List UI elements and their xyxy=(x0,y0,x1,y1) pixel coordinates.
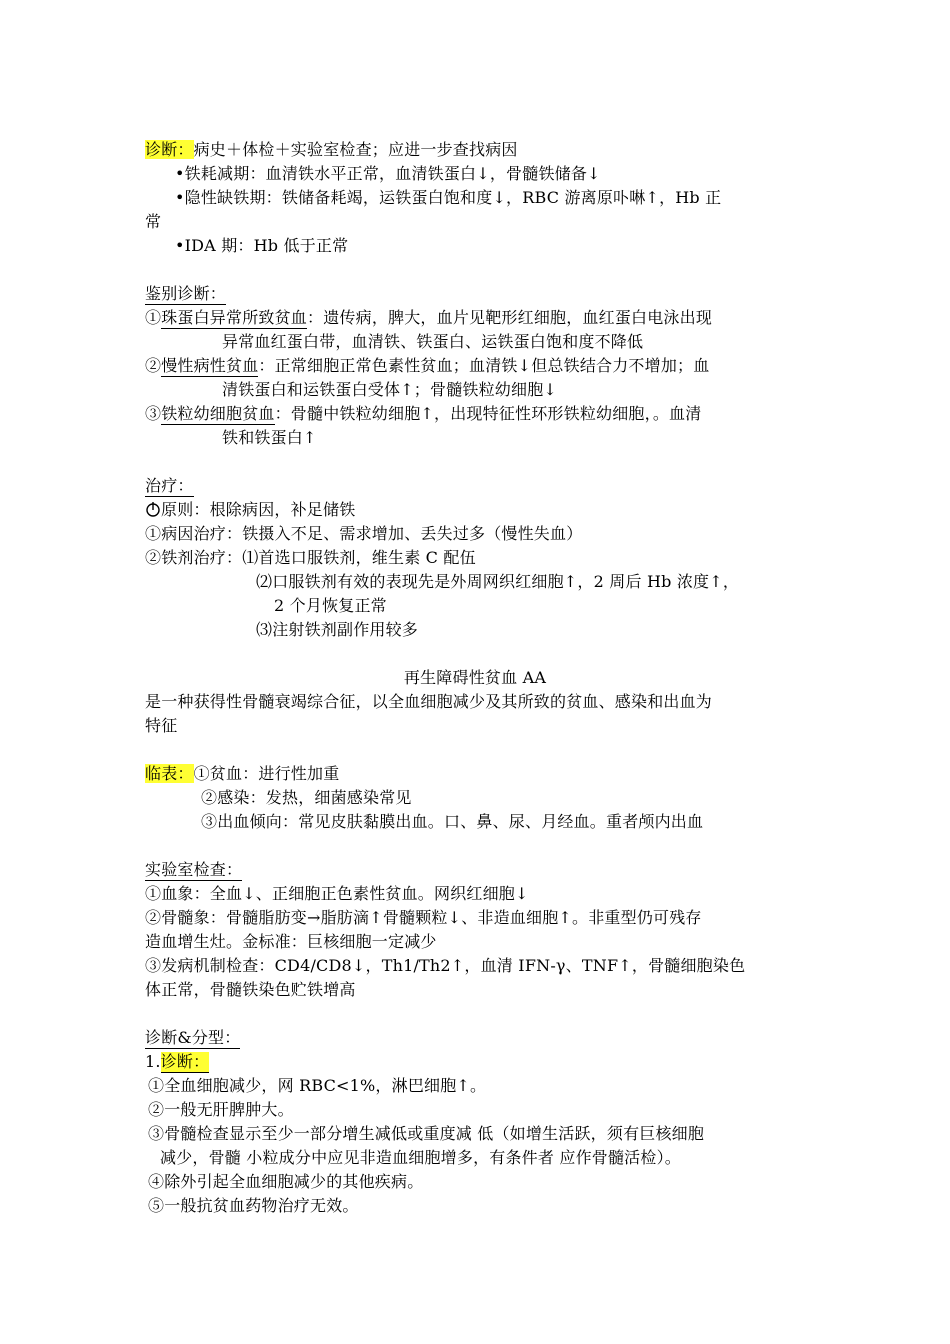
aa-definition-cont: 特征 xyxy=(145,716,178,735)
treatment-principle xyxy=(145,498,355,522)
item-name: 铁粒幼细胞贫血 xyxy=(161,404,275,423)
dx-number: 1. xyxy=(145,1052,161,1071)
lab-heading xyxy=(145,858,242,882)
principle-text: 原则：根除病因，补足储铁 xyxy=(161,500,356,519)
lab-line: ②骨髓象：骨髓脂肪变→脂肪滴↑骨髓颗粒↓、非造血细胞↑。非重型仍可残存 xyxy=(145,908,702,927)
lab-line: ③发病机制检查：CD4/CD8↓，Th1/Th2↑，血清 IFN-γ、TNF↑，骨髓细胞染色 xyxy=(145,956,746,975)
lab-line: 体正常，骨髓铁染色贮铁增高 xyxy=(145,980,356,999)
differential-heading-text: 鉴别诊断： xyxy=(145,284,227,303)
diagnosis-item: •铁耗减期：血清铁水平正常，血清铁蛋白↓，骨髓铁储备↓ xyxy=(175,164,601,183)
diagnosis-item-cont: 常 xyxy=(145,212,162,231)
item-text: ：骨髓中铁粒幼细胞↑，出现特征性环形铁粒幼细胞，。血清 xyxy=(274,404,702,423)
dx-heading-text: 诊断&分型： xyxy=(145,1028,241,1047)
lab-heading-text: 实验室检查： xyxy=(145,860,243,879)
differential-item-cont: 异常血红蛋白带，血清铁、铁蛋白、运铁蛋白饱和度不降低 xyxy=(222,332,644,351)
diagnosis-item: •IDA 期：Hb 低于正常 xyxy=(175,236,349,255)
diagnosis-label: 诊断： xyxy=(145,140,194,159)
item-number: ③ xyxy=(145,404,162,423)
differential-item xyxy=(145,306,712,330)
item-number: ① xyxy=(145,308,162,327)
treatment-heading xyxy=(145,474,194,498)
dx-line: ④除外引起全血细胞减少的其他疾病。 xyxy=(148,1172,424,1191)
differential-item xyxy=(145,402,701,426)
item-number: ② xyxy=(145,356,162,375)
item-name: 珠蛋白异常所致贫血 xyxy=(161,308,308,327)
clinical-item: ③出血倾向：常见皮肤黏膜出血。口、鼻、尿、月经血。重者颅内出血 xyxy=(201,812,704,831)
dx-heading xyxy=(145,1026,240,1050)
treatment-iron-2: ⑵口服铁剂有效的表现先是外周网织红细胞↑，2 周后 Hb 浓度↑， xyxy=(256,572,740,591)
clinical-line xyxy=(145,762,339,786)
clinical-item: ②感染：发热，细菌感染常见 xyxy=(201,788,412,807)
treatment-iron: ②铁剂治疗：⑴首选口服铁剂，维生素 C 配伍 xyxy=(145,548,476,567)
diagnosis-text: 病史＋体检＋实验室检查；应进一步查找病因 xyxy=(193,140,518,159)
differential-item-cont: 清铁蛋白和运铁蛋白受体↑；骨髓铁粒幼细胞↓ xyxy=(222,380,558,399)
clinical-item: ①贫血：进行性加重 xyxy=(193,764,340,783)
differential-item xyxy=(145,354,709,378)
dx-line: ⑤一般抗贫血药物治疗无效。 xyxy=(148,1196,359,1215)
dx-line: ②一般无肝脾肿大。 xyxy=(148,1100,294,1119)
lab-line: 造血增生灶。金标准：巨核细胞一定减少 xyxy=(145,932,437,951)
dx-line: ①全血细胞减少，网 RBC<1%，淋巴细胞↑。 xyxy=(148,1076,487,1095)
treatment-iron-2-cont: 2 个月恢复正常 xyxy=(274,596,387,615)
clinical-label: 临表： xyxy=(145,764,194,783)
treatment-iron-3: ⑶注射铁剂副作用较多 xyxy=(256,620,419,639)
treatment-cause: ①病因治疗：铁摄入不足、需求增加、丢失过多（慢性失血） xyxy=(145,524,583,543)
power-circle-icon xyxy=(145,500,161,518)
differential-item-cont: 铁和铁蛋白↑ xyxy=(222,428,317,447)
dx-label-line xyxy=(145,1050,209,1074)
section-title: 再生障碍性贫血 AA xyxy=(403,668,547,687)
aa-definition: 是一种获得性骨髓衰竭综合征，以全血细胞减少及其所致的贫血、感染和出血为 xyxy=(145,692,713,711)
lab-line: ①血象：全血↓、正细胞正色素性贫血。网织红细胞↓ xyxy=(145,884,529,903)
diagnosis-item: •隐性缺铁期：铁储备耗竭，运铁蛋白饱和度↓，RBC 游离原卟啉↑，Hb 正 xyxy=(175,188,722,207)
item-name: 慢性病性贫血 xyxy=(161,356,259,375)
diagnosis-line xyxy=(145,138,518,162)
differential-heading xyxy=(145,282,226,306)
dx-label: 诊断： xyxy=(160,1052,210,1071)
item-text: ：正常细胞正常色素性贫血；血清铁↓但总铁结合力不增加；血 xyxy=(258,356,710,375)
treatment-heading-text: 治疗： xyxy=(145,476,194,495)
dx-line-cont: 减少，骨髓 小粒成分中应见非造血细胞增多，有条件者 应作骨髓活检）。 xyxy=(160,1148,681,1167)
dx-line: ③骨髓检查显示至少一部分增生减低或重度减 低（如增生活跃，须有巨核细胞 xyxy=(148,1124,705,1143)
item-text: ：遗传病，脾大，血片见靶形红细胞，血红蛋白电泳出现 xyxy=(307,308,713,327)
